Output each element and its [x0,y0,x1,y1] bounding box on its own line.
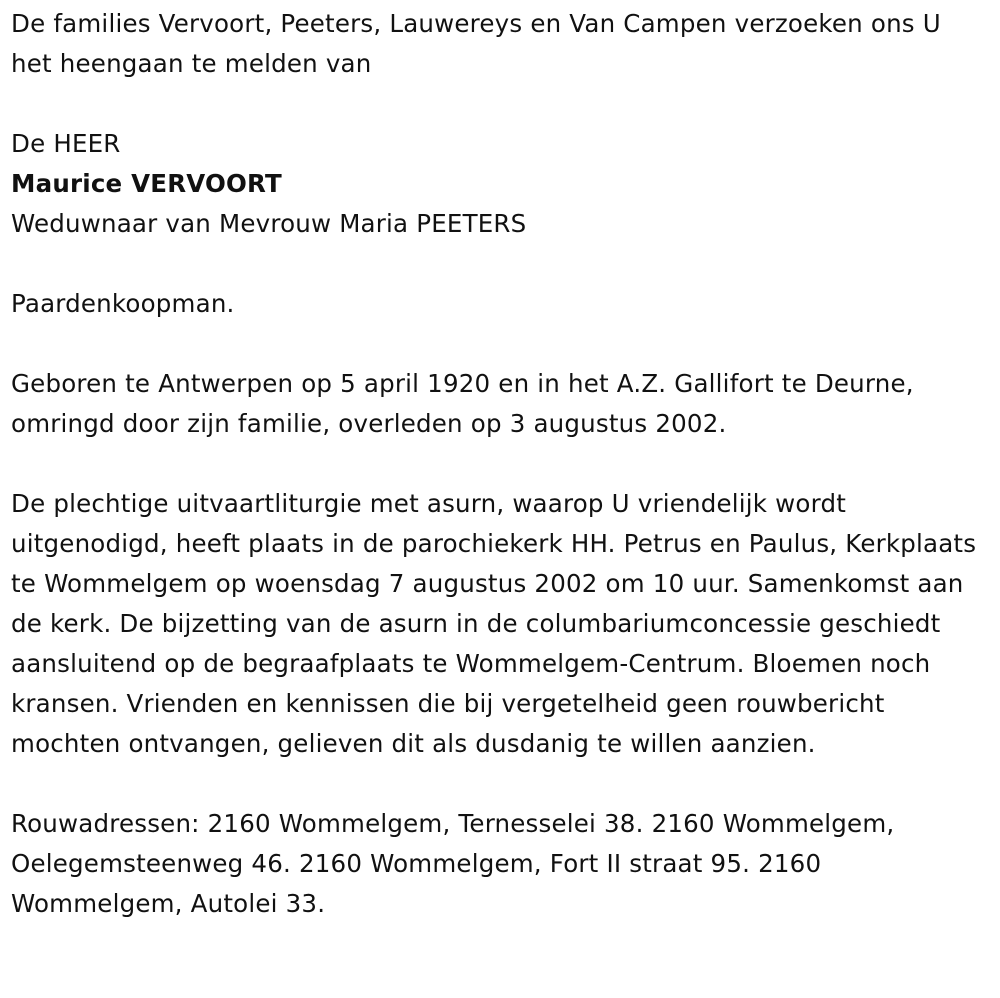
ceremony-paragraph: De plechtige uitvaartliturgie met asurn, waarop U vriendelijk wordt uitgenodigd, heeft plaats in de parochiekerk HH. Petrus en Paulus, Kerkplaats te Wommelgem op woensdag 7 augustus 2002 om 10 uur. Samenkomst aan de kerk. De bijzetting van de asurn in de columbariumconcessie geschiedt aansluitend op de begraafplaats te Wommelgem-Centrum. Bloemen noch kransen. Vrienden en kennissen die bij vergetelheid geen rouwbericht mochten ontvangen, gelieven dit als dusdanig te willen aanzien. [11,489,977,758]
life-details-paragraph: Geboren te Antwerpen op 5 april 1920 en in het A.Z. Gallifort te Deurne, omringd door zijn familie, overleden op 3 augustus 2002. [11,369,914,438]
spacer [11,244,988,284]
spacer [11,84,988,124]
intro-paragraph: De families Vervoort, Peeters, Lauwereys en Van Campen verzoeken ons U het heengaan te melden van [11,9,941,78]
spacer [11,764,988,804]
spouse-line: Weduwnaar van Mevrouw Maria PEETERS [11,209,527,238]
spacer [11,324,988,364]
spacer [11,444,988,484]
deceased-title: De HEER [11,129,121,158]
deceased-name: Maurice VERVOORT [11,169,282,198]
occupation: Paardenkoopman. [11,289,235,318]
mourning-addresses-paragraph: Rouwadressen: 2160 Wommelgem, Ternesselei 38. 2160 Wommelgem, Oelegemsteenweg 46. 2160 Wommelgem, Fort II straat 95. 2160 Wommelgem, Autolei 33. [11,809,895,918]
